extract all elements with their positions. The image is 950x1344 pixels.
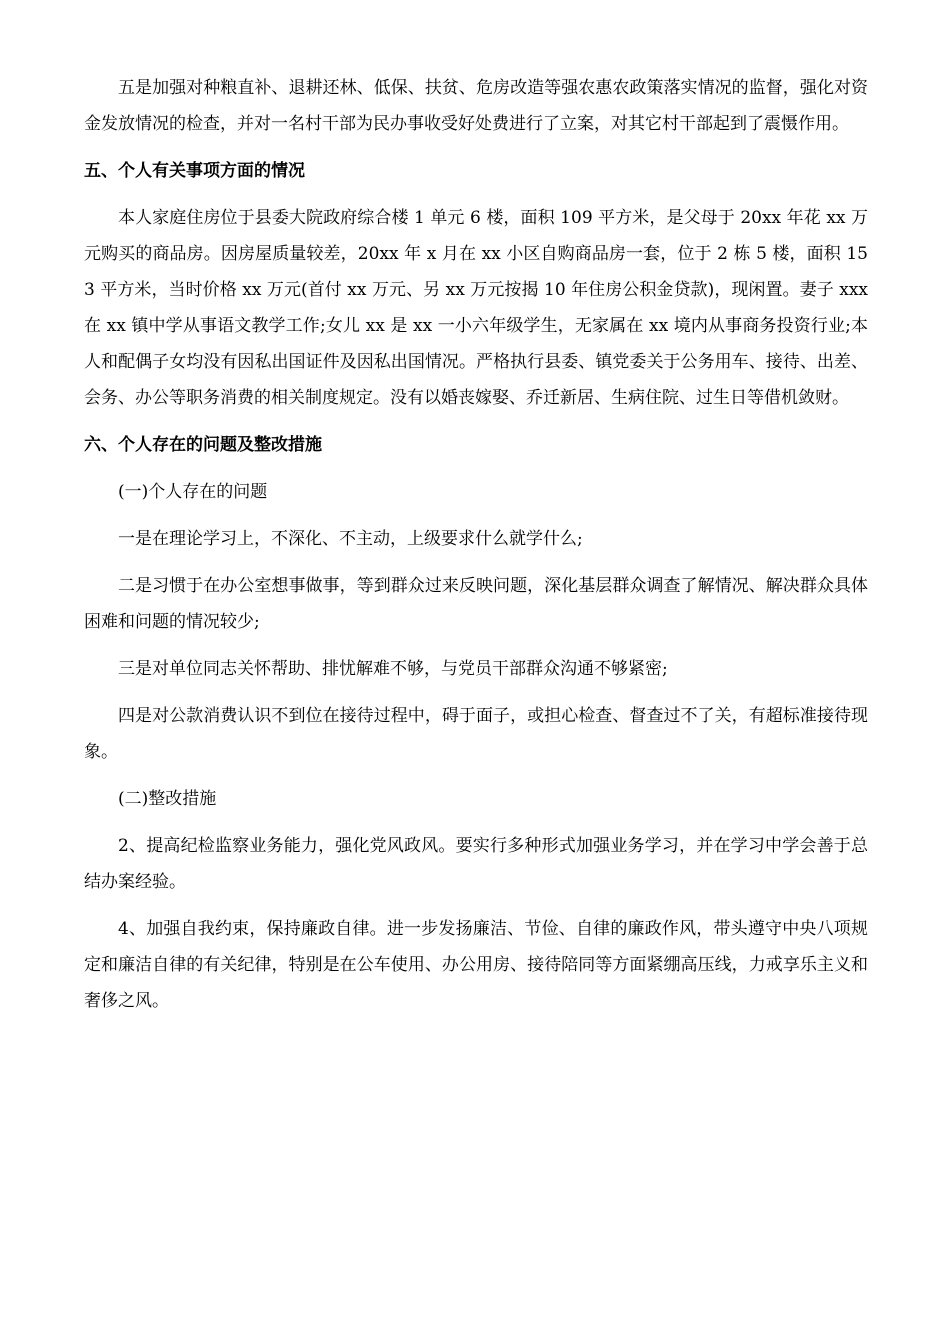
paragraph-gap <box>84 900 868 911</box>
subheading-problems: (一)个人存在的问题 <box>118 482 268 502</box>
paragraph-subsidy-supervision: 五是加强对种粮直补、退耕还林、低保、扶贫、危房改造等强农惠农政策落实情况的监督，强化对资金发放情况的检查，并对一名村干部为民办事收受好处费进行了立案，对其它村干部起到了震慑作用。 <box>84 78 868 134</box>
subheading-measures: (二)整改措施 <box>118 789 217 809</box>
paragraph-problem-1: 一是在理论学习上，不深化、不主动，上级要求什么就学什么; <box>118 529 583 549</box>
paragraph-housing-family: 本人家庭住房位于县委大院政府综合楼 1 单元 6 楼，面积 109 平方米，是父母于 20xx 年花 xx 万元购买的商品房。因房屋质量较差，20xx 年 x 月在 xx 小区自购商品房一套，位于 2 栋 5 楼，面积 153 平方米，当时价格 xx 万元(首付 xx 万元、另 xx 万元按揭 10 年住房公积金贷款)，现闲置。妻子 xxx 在 xx 镇中学从事语文教学工作;女儿 xx 是 xx 一小六年级学生，无家属在 xx 境内从事商务投资行业;本人和配偶子女均没有因私出国证件及因私出国情况。严格执行县委、镇党委关于公务用车、接待、出差、会务、办公等职务消费的相关制度规定。没有以婚丧嫁娶、乔迁新居、生病住院、过生日等借机敛财。 <box>84 208 868 408</box>
paragraph-gap <box>84 189 868 200</box>
paragraph-gap <box>84 463 868 474</box>
paragraph-gap <box>84 687 868 698</box>
paragraph-problem-3: 三是对单位同志关怀帮助、排忧解难不够，与党员干部群众沟通不够紧密; <box>118 659 668 679</box>
paragraph-problem-4: 四是对公款消费认识不到位在接待过程中，碍于面子，或担心检查、督查过不了关，有超标准接待现象。 <box>84 706 868 762</box>
paragraph-measure-4: 4、加强自我约束，保持廉政自律。进一步发扬廉洁、节俭、自律的廉政作风，带头遵守中央八项规定和廉洁自律的有关纪律，特别是在公车使用、办公用房、接待陪同等方面紧绷高压线，力戒享乐主义和奢侈之风。 <box>84 919 868 1011</box>
paragraph-problem-2: 二是习惯于在办公室想事做事，等到群众过来反映问题，深化基层群众调查了解情况、解决群众具体困难和问题的情况较少; <box>84 576 868 632</box>
paragraph-gap <box>84 640 868 651</box>
paragraph-gap <box>84 817 868 828</box>
paragraph-gap <box>84 770 868 781</box>
paragraph-gap <box>84 416 868 427</box>
paragraph-gap <box>84 557 868 568</box>
section-heading-personal-matters: 五、个人有关事项方面的情况 <box>84 161 305 181</box>
paragraph-gap <box>84 510 868 521</box>
section-heading-problems-measures: 六、个人存在的问题及整改措施 <box>84 435 322 455</box>
paragraph-measure-2: 2、提高纪检监察业务能力，强化党风政风。要实行多种形式加强业务学习，并在学习中学会善于总结办案经验。 <box>84 836 868 892</box>
paragraph-gap <box>84 142 868 153</box>
